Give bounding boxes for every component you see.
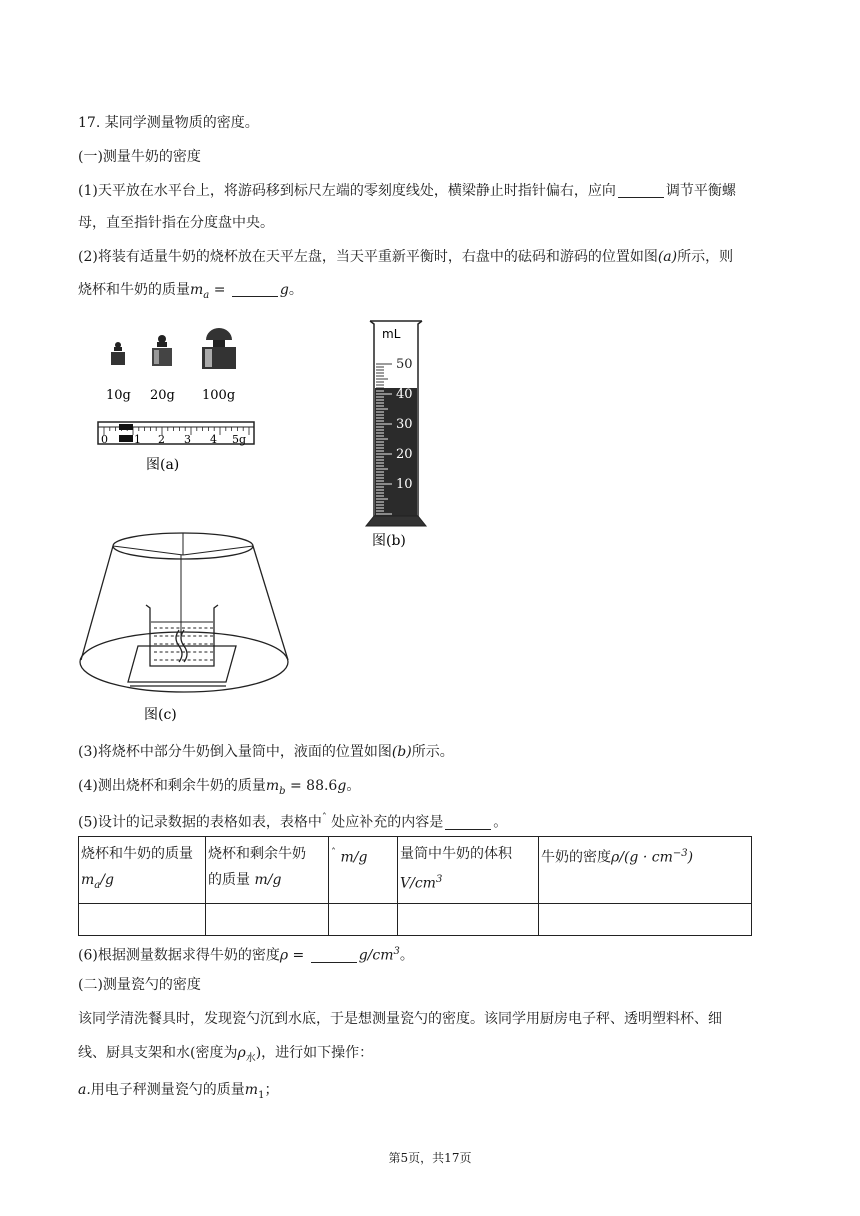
answer-blank-2 — [232, 282, 278, 297]
weight-20g-icon — [152, 335, 172, 366]
step-a-line: a.用电子秤测量瓷勺的质量$m_1$； — [78, 1082, 279, 1101]
header-cell-1: 烧杯和牛奶的质量 $m_a/g$ — [79, 837, 206, 904]
rider-scale — [98, 422, 254, 446]
svg-text:10: 10 — [396, 477, 413, 492]
figure-c — [78, 530, 292, 726]
weight-10g-icon — [111, 342, 125, 365]
header-cell-5: 牛奶的密度$\rho/(g \cdot cm^{-3})$ — [539, 837, 752, 904]
svg-text:2: 2 — [158, 433, 165, 446]
weight-label-100g: 100g — [202, 388, 236, 403]
svg-text:20: 20 — [396, 447, 413, 462]
step2-line2: 烧杯和牛奶的质量$m_a = g$。 — [78, 282, 303, 301]
step1-line2: 母，直至指针指在分度盘中央。 — [78, 215, 274, 231]
data-cell — [206, 903, 329, 935]
part2-para-line1: 该同学清洗餐具时，发现瓷勺沉到水底，于是想测量瓷勺的密度。该同学用厨房电子秤、透明塑料杯、细 — [78, 1011, 722, 1027]
part1-heading: (一)测量牛奶的密度 — [78, 149, 201, 165]
header-cell-4: 量筒中牛奶的体积 $V/cm^3$ — [398, 837, 539, 904]
record-table — [78, 836, 752, 936]
table-header-row — [79, 837, 752, 904]
step5-line: (5)设计的记录数据的表格如表，表格中$^ˆ$ 处应补充的内容是 。 — [78, 813, 508, 831]
rider-icon — [119, 424, 133, 430]
svg-text:3: 3 — [184, 433, 191, 446]
svg-text:50: 50 — [396, 357, 413, 372]
figure-c-caption: 图(c) — [144, 707, 177, 723]
data-cell — [398, 903, 539, 935]
answer-blank-1 — [618, 183, 664, 198]
svg-text:5g: 5g — [232, 433, 247, 446]
svg-text:1: 1 — [134, 433, 141, 446]
header-cell-3: $^ˆ$ m/g — [329, 837, 398, 904]
step6-line: (6)根据测量数据求得牛奶的密度$\rho = g/cm^3$。 — [78, 946, 414, 964]
svg-text:40: 40 — [396, 387, 413, 402]
part2-para-line2: 线、厨具支架和水(密度为$\rho_水$)，进行如下操作： — [78, 1045, 374, 1064]
page-footer: 第5页，共17页 — [388, 1151, 472, 1165]
figure-b-caption: 图(b) — [372, 533, 406, 549]
header-cell-2: 烧杯和剩余牛奶 的质量 m/g — [206, 837, 329, 904]
answer-blank-3 — [445, 815, 491, 830]
figure-a-caption: 图(a) — [146, 457, 180, 473]
step4-line: (4)测出烧杯和剩余牛奶的质量$m_b = 88.6g$。 — [78, 778, 361, 797]
svg-text:0: 0 — [101, 433, 108, 446]
figure-b — [360, 316, 440, 552]
question-title: 17. 某同学测量物质的密度。 — [78, 115, 259, 131]
table-data-row — [79, 903, 752, 935]
data-cell — [329, 903, 398, 935]
svg-text:4: 4 — [210, 433, 217, 446]
weight-label-10g: 10g — [106, 388, 131, 403]
figure-a — [92, 322, 262, 474]
step1-line1: (1)天平放在水平台上，将游码移到标尺左端的零刻度线处，横梁静止时指针偏右，应向 调节平衡螺 — [78, 183, 736, 199]
svg-text:30: 30 — [396, 417, 413, 432]
weight-label-20g: 20g — [150, 388, 175, 403]
data-cell — [79, 903, 206, 935]
step2-line1: (2)将装有适量牛奶的烧杯放在天平左盘，当天平重新平衡时，右盘中的砝码和游码的位置如图(a)所示，则 — [78, 249, 734, 265]
data-cell — [539, 903, 752, 935]
weight-100g-icon — [202, 328, 236, 369]
answer-blank-4 — [311, 948, 357, 963]
step3-line: (3)将烧杯中部分牛奶倒入量筒中，液面的位置如图(b)所示。 — [78, 744, 454, 760]
cylinder-unit: mL — [382, 327, 401, 341]
part2-heading: (二)测量瓷勺的密度 — [78, 977, 201, 993]
